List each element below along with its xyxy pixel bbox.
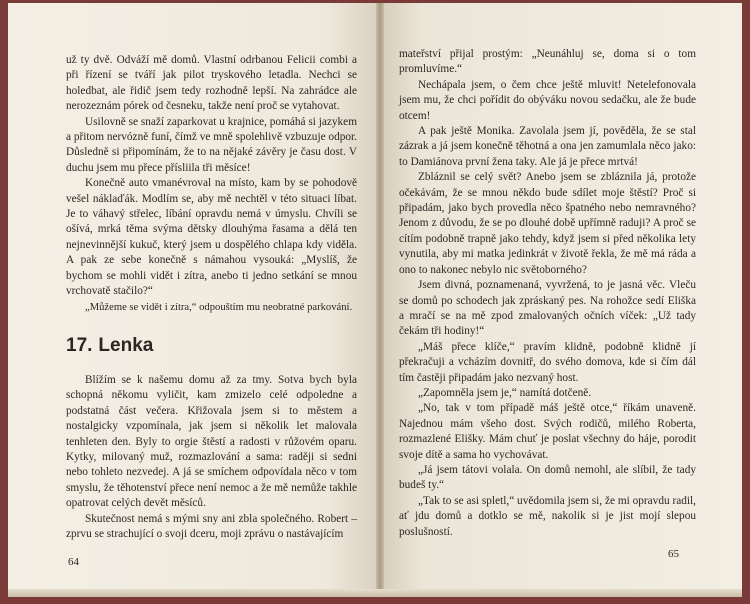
paragraph: „Máš přece klíče,“ pravím klidně, podobně klidně jí překračuji a vcházím dovnitř, do svého domova, kde si čím dál tím častěji připadám jako nezvaný host. [399,340,696,384]
paragraph: „Já jsem tátovi volala. On domů nemohl, ale slíbil, že tady budeš ty.“ [399,463,696,492]
left-page [8,3,380,597]
paragraph: Skutečnost nemá s mými sny ani zbla společného. Robert – zprvu se strachující o svoji dceru, moji zprávu o nastávajícím [66,512,357,540]
left-page-text [66,53,357,542]
paragraph: „Můžeme se vidět i zítra,“ odpouštím mu neobratné parkování. [85,301,353,313]
book-gutter [376,3,384,597]
page-edge [8,589,742,597]
paragraph: Nechápala jsem, o čem chce ještě mluvit! Netelefonovala jsem mu, že chci pořídit do obýváku novou sedačku, ale že bude otcem! [399,78,696,122]
chapter-heading [66,335,357,357]
paragraph: A pak ještě Monika. Zavolala jsem jí, pověděla, že se stal zázrak a já jsem konečně těhotná a ona jen zamumlala něco jako: to Damiánova první žena taky. Ale já je přece mrtvá! [399,125,696,168]
paragraph: Usilovně se snaží zaparkovat u krajnice, pomáhá si jazykem a přitom nervózně funí, čímž ve mně spolehlivě vzbuzuje odpor. Důsledně si připomínám, že to na nějaké závěry je času dost. V duchu jsem mu přece přísliila tři měsíce! [66,115,357,174]
chapter-title: Lenka [98,334,154,356]
right-page-text [399,47,696,540]
chapter-number: 17. [66,334,93,356]
paragraph: Zbláznil se celý svět? Anebo jsem se zbláznila já, protože očekávám, že se mnou někdo bude sdílet moje štěstí? Proč si připadám, jako bych provedla něco špatného nebo nemravného? Jenom z důvodu, že se po dlouhé době upřímně raduji? A proč se cítím podobně trapně jako tehdy, když jsem si před několika lety vynutila, aby mi matka jedinkrát v životě řekla, že mě má ráda a ono to nakonec nebylo nic světoborného? [399,171,696,276]
paragraph: mateřství přijal prostým: „Neunáhluj se, doma si o tom promluvíme.“ [399,48,696,76]
page-number-left: 64 [68,556,79,568]
paragraph: Blížím se k našemu domu až za tmy. Sotva bych byla schopná někomu vyličit, kam zmizelo celé odpoledne a podstatná část večera. Křižovala jsem si to městem a nostalgicky vzpomínala, jak jsem si několik let malovala tenhleten den. Byly to orgie štěstí a radosti v růžovém oparu. Kytky, milovaný muž, rozmazlování a sama: raději si sedni nebo tohleto nezvedej. A já se smíchem odpovídala něco v tom smyslu, že těhotenství přece není nemoc a že mě nemůže takhle opatrovat celých devět měsíců. [66,373,357,510]
paragraph: „Tak to se asi spletl,“ uvědomila jsem si, že mi opravdu radil, ať jdu domů a dotklo se mě, nakolik si je jist mojí slepou poslušností. [399,494,696,538]
paragraph: „No, tak v tom případě máš ještě otce,“ říkám unaveně. Najednou mám všeho dost. Svých rodičů, milého Roberta, rozmazlené Elišky. Mám chuť je poslat všechny do háje, porodit svoje dítě a sama ho vychovávat. [399,402,696,461]
paragraph: už ty dvě. Odváží mě domů. Vlastní odrbanou Felicii combi a při řízení se tváří jak pilot tryskového letadla. Nechci se holedbat, ale řidič jsem tedy rozhodně lepší. Na zahrádce ale nerozeznám pórek od česneku, takže není proč se vytahovat. [66,54,357,113]
paragraph: Konečně auto vmanévroval na místo, kam by se pohodově vešel náklaďák. Modlím se, aby mě nechtěl v této situaci líbat. Je to váhavý střelec, líbání opravdu nemá v úmyslu. Chvíli se ošívá, mrká těma svýma dětsky dlouhýma řasama a dělá ten nejnevinnější kukuč, který jsem u dospělého chlapa kdy viděla. A pak ze sebe konečně s námahou vysouká: „Myslíš, že bychom se mohli vidět i zítra, anebo ti jedno setkání se mnou vrchovatě stačilo?“ [66,177,357,298]
page-number-right: 65 [668,548,679,560]
paragraph: Jsem divná, poznamenaná, vyvržená, to je jasná věc. Vleču se domů po schodech jak zpráskaný pes. Na rohožce sedí Eliška a mračí se na mě zpod zmalovaných očních víček: „Už tady čekám tři hodiny!“ [399,279,696,338]
book-spread [8,3,742,597]
paragraph: „Zapomněla jsem je,“ namítá dotčeně. [418,386,592,399]
